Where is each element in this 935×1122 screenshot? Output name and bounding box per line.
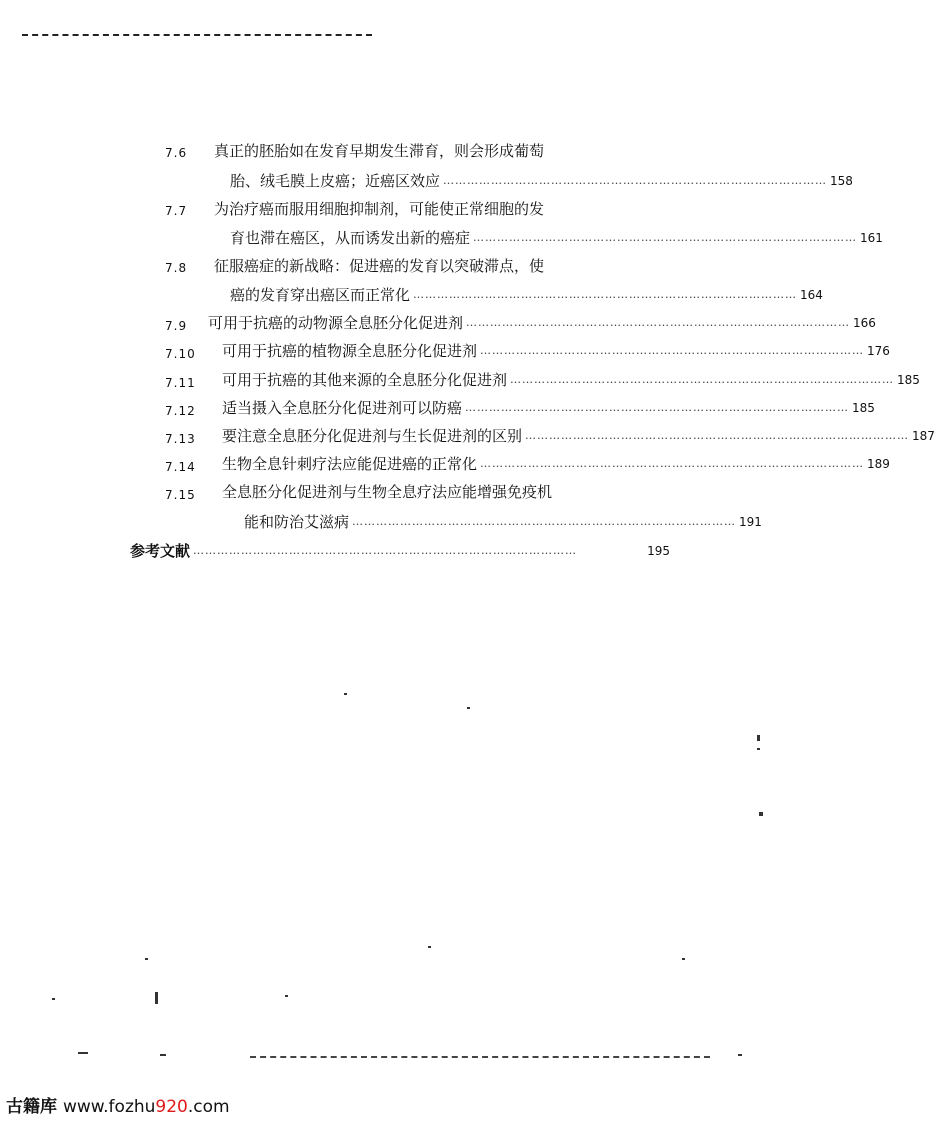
page-number: 164 — [800, 288, 823, 302]
dot-leader: …………………………………………………………………………………… — [480, 457, 865, 470]
page-number: 191 — [739, 515, 762, 529]
watermark-url: www.fozhu920.com — [63, 1097, 230, 1117]
dot-leader: …………………………………………………………………………………… — [413, 288, 798, 301]
dot-leader: …………………………………………………………………………………… — [465, 401, 850, 414]
scan-speck — [682, 958, 685, 960]
page-number: 185 — [897, 373, 920, 387]
section-number: 7.7 — [165, 204, 188, 218]
dot-leader: …………………………………………………………………………………… — [510, 373, 895, 386]
section-number: 7.12 — [165, 404, 196, 418]
section-number: 7.10 — [165, 347, 196, 361]
dot-leader: …………………………………………………………………………………… — [466, 316, 851, 329]
scan-speck — [160, 1054, 166, 1056]
section-title: 可用于抗癌的动物源全息胚分化促进剂 — [208, 314, 464, 332]
section-title-line1: 征服癌症的新战略：促进癌的发育以突破滞点，使 — [214, 257, 545, 275]
bottom-dashed-rule — [250, 1056, 710, 1058]
scan-speck — [738, 1054, 742, 1056]
dot-leader: …………………………………………………………………………………… — [443, 174, 828, 187]
references-label: 参考文献 — [130, 542, 191, 560]
dot-leader: …………………………………………………………………………………… — [193, 544, 578, 557]
page-number: 158 — [830, 174, 853, 188]
section-title-line2: 癌的发育穿出癌区而正常化 — [230, 286, 411, 304]
section-number: 7.11 — [165, 376, 196, 390]
page-number: 161 — [860, 231, 883, 245]
section-title-line1: 全息胚分化促进剂与生物全息疗法应能增强免疫机 — [222, 483, 553, 501]
scan-speck — [344, 693, 347, 695]
watermark-site-name: 古籍库 — [6, 1097, 57, 1117]
section-title: 适当摄入全息胚分化促进剂可以防癌 — [222, 399, 463, 417]
section-title-line1: 真正的胚胎如在发育早期发生滞育，则会形成葡萄 — [214, 142, 545, 160]
section-title: 要注意全息胚分化促进剂与生长促进剂的区别 — [222, 427, 523, 445]
section-title-line1: 为治疗癌而服用细胞抑制剂，可能使正常细胞的发 — [214, 200, 545, 218]
page-number: 166 — [853, 316, 876, 330]
scan-speck — [285, 995, 288, 997]
section-number: 7.14 — [165, 460, 196, 474]
dot-leader: …………………………………………………………………………………… — [525, 429, 910, 442]
watermark — [6, 1092, 230, 1117]
scan-speck — [757, 735, 760, 741]
scan-speck — [52, 998, 55, 1000]
page-number: 176 — [867, 344, 890, 358]
section-number: 7.9 — [165, 319, 188, 333]
section-number: 7.6 — [165, 146, 188, 160]
section-title: 可用于抗癌的植物源全息胚分化促进剂 — [222, 342, 478, 360]
scan-speck — [757, 748, 760, 750]
page-number: 187 — [912, 429, 935, 443]
section-title: 可用于抗癌的其他来源的全息胚分化促进剂 — [222, 371, 508, 389]
page-number: 195 — [647, 544, 670, 558]
scan-speck — [145, 958, 148, 960]
scan-speck — [759, 812, 763, 816]
scan-speck — [155, 992, 158, 1004]
dot-leader: …………………………………………………………………………………… — [352, 515, 737, 528]
section-title-line2: 胎、绒毛膜上皮癌；近癌区效应 — [230, 172, 441, 190]
scan-speck — [428, 946, 431, 948]
section-title: 生物全息针刺疗法应能促进癌的正常化 — [222, 455, 478, 473]
dot-leader: …………………………………………………………………………………… — [480, 344, 865, 357]
scan-speck — [467, 707, 470, 709]
section-title-line2: 能和防治艾滋病 — [244, 513, 350, 531]
top-dashed-rule — [22, 34, 372, 36]
dot-leader: …………………………………………………………………………………… — [473, 231, 858, 244]
section-number: 7.13 — [165, 432, 196, 446]
section-number: 7.15 — [165, 488, 196, 502]
section-number: 7.8 — [165, 261, 188, 275]
page-number: 189 — [867, 457, 890, 471]
page-number: 185 — [852, 401, 875, 415]
section-title-line2: 育也滞在癌区，从而诱发出新的癌症 — [230, 229, 471, 247]
watermark-url-accent: 920 — [155, 1097, 188, 1117]
scan-speck — [78, 1052, 88, 1054]
